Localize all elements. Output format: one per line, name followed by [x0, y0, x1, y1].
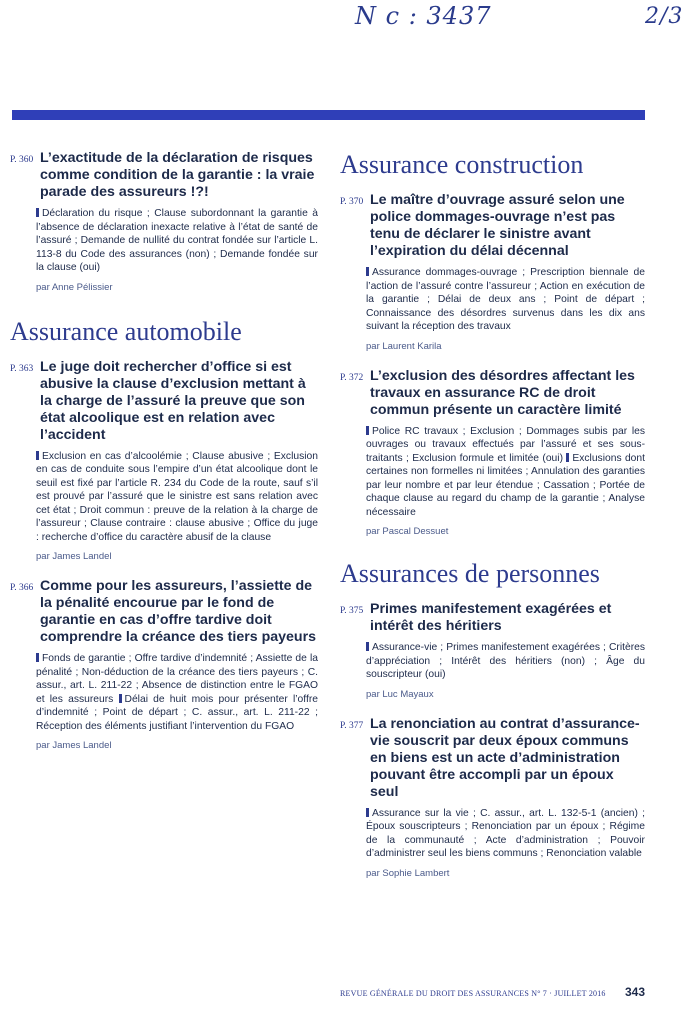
article-title: L’exclusion des désordres affectant les travaux en assurance RC de droit commun présente un caractère limité: [370, 367, 635, 418]
article-keywords: Police RC travaux ; Exclusion ; Dommages subis par les ouvrages ou travaux effectués par l’assuré et ses sous-traitants ; Exclusion formule et limitée (oui) Exclusions dont certaines non formelles ni limitées ; Annulation des garanties par leur nombre et par leur étendue ; Cassation ; Portée de chaque clause au regard du champ de la garantie ; Analyse nécessaire: [366, 425, 645, 518]
journal-name: REVUE GÉNÉRALE DU DROIT DES ASSURANCES N° 7 · JUILLET 2016: [340, 989, 606, 998]
section-title-personnes: Assurances de personnes: [340, 559, 600, 588]
bullet-mark-icon: [366, 808, 369, 817]
article-author: par Pascal Dessuet: [366, 526, 449, 537]
article-title: L’exactitude de la déclaration de risques comme condition de la garantie : la vraie parade des assureurs !?!: [40, 150, 315, 200]
left-column: [10, 150, 318, 767]
bullet-mark-icon: [36, 208, 39, 217]
article-p366: [10, 578, 318, 751]
article-author: par James Landel: [36, 551, 112, 562]
article-p372: [340, 368, 645, 538]
article-p360: [10, 150, 318, 293]
article-p375: [340, 601, 645, 700]
handwritten-page-mark: 2/3: [645, 4, 684, 29]
page-reference: P. 375: [340, 606, 364, 616]
article-author: par Sophie Lambert: [366, 867, 450, 879]
article-p363: [10, 359, 318, 563]
page-reference: P. 363: [10, 363, 34, 374]
page-reference: P. 377: [340, 720, 364, 731]
bullet-mark-icon: [36, 451, 39, 460]
bullet-mark-icon: [366, 642, 369, 651]
page-reference: P. 360: [10, 155, 34, 165]
article-title: Le juge doit rechercher d’office si est abusive la clause d’exclusion mettant à la charge de l’assuré la preuve que son état alcoolique est en relation avec l’accident: [40, 358, 306, 443]
handwritten-reference: N c : 3437: [355, 2, 492, 30]
article-keywords: Assurance-vie ; Primes manifestement exagérées ; Critères d’appréciation ; Intérêt des héritiers (non) ; Âge du souscripteur (oui): [366, 642, 645, 680]
article-author: par Laurent Karila: [366, 340, 442, 352]
page-reference: P. 366: [10, 583, 34, 593]
article-keywords: Fonds de garantie ; Offre tardive d’indemnité ; Assiette de la pénalité ; Non-déduction de la créance des tiers payeurs ; C. assur., art. L. 211-22 ; Absence de distinction entre le FGAO et les assureurs Délai de huit mois pour présenter l’offre d’indemnité ; Point de départ ; C. assur., art. L. 211-22 ; Réception des éléments justifiant l’intervention du FGAO: [36, 653, 318, 732]
article-title: La renonciation au contrat d’assurance-vie souscrit par deux époux communs en biens est un acte d’administration pouvant être accompli par un époux seul: [370, 715, 640, 800]
article-title: Le maître d’ouvrage assuré selon une police dommages-ouvrage n’est pas tenu de déclarer le sinistre avant l’expiration du délai décennal: [370, 192, 625, 259]
article-title: Comme pour les assureurs, l’assiette de la pénalité encourue par le fond de garantie en cas d’offre tardive doit comprendre la créance des tiers payeurs: [40, 578, 317, 645]
page-footer: [340, 985, 645, 999]
bullet-mark-icon: [366, 426, 369, 435]
article-keywords: Déclaration du risque ; Clause subordonnant la garantie à l’absence de déclaration inexacte relative à l’état de santé de l’assuré ; Demande de nullité du contrat fondée sur l’article L. 113-8 du Code des assurances (non) ; Demande fondée sur la clause (oui): [36, 208, 318, 273]
article-author: par Anne Pélissier: [36, 281, 113, 293]
article-keywords: Assurance dommages-ouvrage ; Prescription biennale de l’action de l’assuré contre l’assureur ; Action en exécution de la garantie ; Délai de deux ans ; Point de départ ; Connaissance des désordres survenus dans les dix ans suivant la réception des travaux: [366, 267, 645, 332]
page-reference: P. 370: [340, 197, 364, 207]
page-number: 343: [624, 985, 645, 999]
article-author: par Luc Mayaux: [366, 688, 434, 700]
bullet-mark-icon: [36, 653, 39, 662]
article-p370: [340, 192, 645, 352]
section-title-automobile: Assurance automobile: [10, 316, 242, 346]
bullet-mark-icon: [119, 694, 122, 703]
right-column: [340, 150, 645, 895]
article-title: Primes manifestement exagérées et intérêt des héritiers: [370, 601, 612, 634]
article-keywords: Exclusion en cas d’alcoolémie ; Clause abusive ; Exclusion en cas de conduite sous l’empire d’un état alcoolique dont le seuil est fixé par l’article R. 234 du Code de la route, sauf s’il est prouvé par l’assuré que le sinistre est sans relation avec cet état ; Droit commun : preuve de la relation à la charge de l’assureur ; Clause contraire : clause abusive ; Office du juge : recherche d’office du caractère abusif de la clause: [36, 450, 318, 543]
bullet-mark-icon: [566, 453, 569, 462]
bullet-mark-icon: [366, 267, 369, 276]
article-p377: [340, 716, 645, 879]
article-author: par James Landel: [36, 740, 112, 751]
header-accent-bar: [12, 110, 645, 120]
article-keywords: Assurance sur la vie ; C. assur., art. L. 132-5-1 (ancien) ; Époux souscripteurs ; Renonciation par un époux ; Régime de la communauté ; Acte d’administration ; Pouvoir d’administrer seul les biens communs ; Renonciation valable: [366, 807, 645, 859]
section-title-construction: Assurance construction: [340, 150, 584, 179]
page-reference: P. 372: [340, 372, 364, 383]
